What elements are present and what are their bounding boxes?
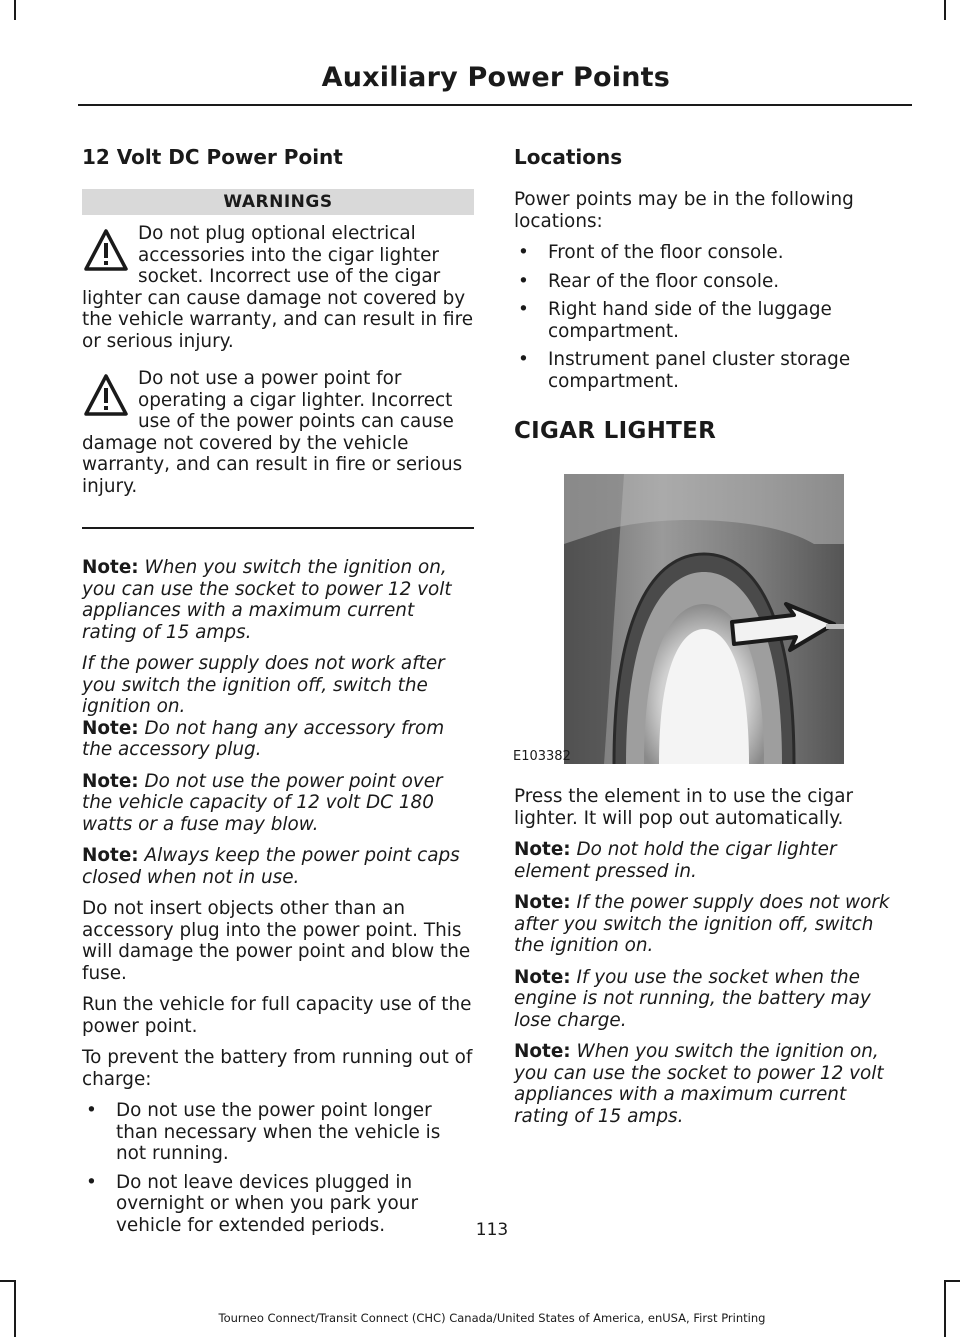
crop-mark — [944, 1280, 946, 1337]
note-paragraph — [82, 718, 474, 761]
crop-mark — [0, 1280, 16, 1282]
bullet-icon: • — [86, 1100, 97, 1121]
body-paragraph: To prevent the battery from running out of charge: — [82, 1047, 473, 1090]
note-paragraph — [82, 771, 474, 836]
note-label: Note: — [82, 557, 139, 578]
bullet-list — [514, 242, 906, 392]
bullet-list — [82, 1100, 474, 1236]
note-paragraph — [514, 892, 906, 957]
page-title: Auxiliary Power Points — [321, 62, 670, 93]
note-text: Always keep the power point caps closed when not in use. — [82, 845, 460, 888]
note-label: Note: — [82, 717, 139, 739]
note-paragraph — [514, 967, 906, 1032]
list-item: • Do not leave devices plugged in overnight or when you park your vehicle for extended periods. — [86, 1171, 418, 1236]
note-text: When you switch the ignition on, you can use the socket to power 12 volt appliances with a maximum current rating of 15 amps. — [514, 1041, 884, 1127]
footer-text: Tourneo Connect/Transit Connect (CHC) Canada/United States of America, enUSA, First Printing — [218, 1311, 766, 1325]
list-item: • Front of the floor console. — [518, 242, 784, 263]
section-heading-large: CIGAR LIGHTER — [514, 418, 717, 444]
note-label: Note: — [514, 1041, 571, 1062]
warning-item — [82, 368, 474, 497]
note-label: Note: — [514, 966, 571, 988]
crop-mark — [944, 1280, 960, 1282]
warning-text: Do not use a power point for operating a cigar lighter. Incorrect use of the power points can cause damage not covered by the vehicle warranty, and can result in fire or serious injury. — [82, 368, 463, 497]
bullet-icon: • — [518, 270, 529, 292]
section-heading: Locations — [514, 145, 623, 169]
note-text: Do not use the power point over the vehicle capacity of 12 volt DC 180 watts or a fuse may blow. — [82, 770, 443, 835]
note-paragraph — [514, 1041, 906, 1127]
note-label: Note: — [514, 839, 571, 860]
body-paragraph: Power points may be in the following locations: — [514, 189, 854, 232]
note-text: If you use the socket when the engine is not running, the battery may lose charge. — [514, 966, 871, 1031]
note-label: Note: — [82, 770, 139, 792]
note-text: Do not hold the cigar lighter element pressed in. — [514, 839, 837, 882]
left-column — [82, 145, 474, 1246]
page-number: 113 — [475, 1220, 509, 1240]
list-item: • Rear of the floor console. — [518, 270, 780, 292]
list-item: • Right hand side of the luggage compartment. — [518, 299, 832, 342]
cigar-lighter-illustration — [564, 474, 844, 764]
body-paragraph: Do not insert objects other than an accessory plug into the power point. This will damage the power point and blow the fuse. — [82, 898, 471, 984]
warnings-box — [82, 189, 474, 529]
header-divider — [78, 104, 912, 106]
note-text: Do not hang any accessory from the accessory plug. — [82, 717, 445, 760]
figure-code: E103382 — [513, 749, 571, 764]
warning-triangle-icon — [82, 227, 134, 275]
warnings-header: WARNINGS — [82, 189, 474, 215]
list-item: • Do not use the power point longer than necessary when the vehicle is not running. — [86, 1100, 441, 1164]
warning-text: Do not plug optional electrical accessories into the cigar lighter socket. Incorrect use of the cigar lighter can cause damage not covered by the vehicle warranty, and can result in fire or serious injury. — [82, 223, 474, 352]
section-heading: 12 Volt DC Power Point — [82, 145, 343, 169]
list-item: • Instrument panel cluster storage compartment. — [518, 349, 851, 392]
note-text: If the power supply does not work after you switch the ignition off, switch the ignition on. — [514, 892, 890, 956]
body-paragraph: Press the element in to use the cigar lighter. It will pop out automatically. — [514, 786, 854, 829]
warning-item — [82, 223, 474, 352]
note-label: Note: — [82, 845, 139, 866]
warning-triangle-icon — [82, 372, 134, 420]
note-label: Note: — [514, 892, 571, 913]
note-continuation: If the power supply does not work after you switch the ignition off, switch the ignition on. — [82, 653, 445, 717]
bullet-icon: • — [86, 1171, 97, 1193]
cigar-lighter-figure — [513, 474, 844, 764]
bullet-icon: • — [518, 299, 529, 320]
crop-mark — [14, 1280, 16, 1337]
note-paragraph — [82, 557, 474, 643]
note-text: When you switch the ignition on, you can use the socket to power 12 volt appliances with a maximum current rating of 15 amps. — [82, 557, 452, 643]
crop-mark — [944, 0, 946, 20]
note-paragraph — [514, 839, 906, 882]
right-column — [514, 145, 906, 1137]
body-paragraph: Run the vehicle for full capacity use of the power point. — [82, 994, 472, 1037]
crop-mark — [14, 0, 16, 20]
bullet-icon: • — [518, 242, 529, 263]
bullet-icon: • — [518, 349, 529, 370]
note-paragraph — [82, 845, 474, 888]
